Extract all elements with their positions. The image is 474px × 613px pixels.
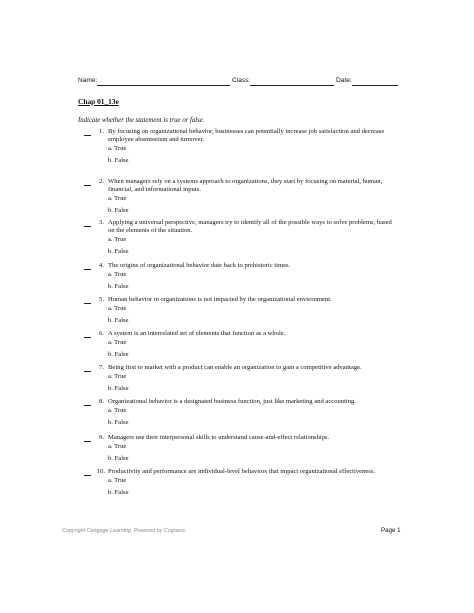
name-field-line[interactable]: [97, 85, 230, 86]
question-number: 7.: [99, 364, 104, 371]
question-text: The origins of organizational behavior date back to prehistoric times.: [108, 262, 291, 269]
chapter-title: Chap 01_13e: [78, 97, 119, 106]
option-false[interactable]: b. False: [108, 283, 129, 290]
question-text: Human behavior in organizations is not impacted by the organizational environment.: [108, 296, 332, 303]
question-number: 1.: [99, 128, 104, 135]
option-false[interactable]: b. False: [108, 489, 129, 496]
option-false[interactable]: b. False: [108, 351, 129, 358]
class-label: Class:: [232, 77, 251, 84]
option-true[interactable]: a. True: [108, 443, 127, 450]
option-true[interactable]: a. True: [108, 195, 127, 202]
option-true[interactable]: a. True: [108, 305, 127, 312]
question-number: 3.: [99, 219, 104, 226]
student-info-header: [78, 77, 398, 91]
class-field-line[interactable]: [250, 85, 334, 86]
option-false[interactable]: b. False: [108, 455, 129, 462]
option-true[interactable]: a. True: [108, 477, 127, 484]
question-number: 8.: [99, 398, 104, 405]
option-true[interactable]: a. True: [108, 236, 127, 243]
option-false[interactable]: b. False: [108, 317, 129, 324]
instructions: Indicate whether the statement is true or false.: [78, 117, 205, 124]
question-text: A system is an interrelated set of elements that function as a whole.: [108, 330, 286, 337]
option-false[interactable]: b. False: [108, 157, 129, 164]
page-number: Page 1: [381, 527, 401, 534]
question-text: Managers use their interpersonal skills to understand cause-and-effect relationships.: [108, 434, 330, 441]
question-text: Applying a universal perspective, managers try to identify all of the possible ways to solve problems, based on the elements of the situation.: [108, 219, 392, 235]
question-number: 9.: [99, 434, 104, 441]
option-true[interactable]: a. True: [108, 339, 127, 346]
question-number: 4.: [99, 262, 104, 269]
question-number: 5.: [99, 296, 104, 303]
option-false[interactable]: b. False: [108, 207, 129, 214]
question-number: 10.: [96, 468, 105, 475]
option-false[interactable]: b. False: [108, 248, 129, 255]
copyright-notice: Copyright Cengage Learning. Powered by Cognero.: [62, 528, 187, 534]
question-text: Being first to market with a product can enable an organization to gain a competitive advantage.: [108, 364, 362, 371]
option-true[interactable]: a. True: [108, 271, 127, 278]
option-true[interactable]: a. True: [108, 407, 127, 414]
question-text: When managers rely on a systems approach to organizations, they start by focusing on material, human, financial, and informational inputs.: [108, 178, 383, 194]
date-field-line[interactable]: [352, 85, 398, 86]
question-text: By focusing on organizational behavior, businesses can potentially increase job satisfaction and decrease employee absenteeism and turnover.: [108, 128, 385, 144]
question-text: Productivity and performance are individual-level behaviors that impact organizational effectiveness.: [108, 468, 376, 475]
question-text: Organizational behavior is a designated business function, just like marketing and accounting.: [108, 398, 356, 405]
name-label: Name:: [78, 77, 98, 84]
option-false[interactable]: b. False: [108, 419, 129, 426]
option-true[interactable]: a. True: [108, 373, 127, 380]
option-true[interactable]: a. True: [108, 145, 127, 152]
option-false[interactable]: b. False: [108, 385, 129, 392]
question-number: 6.: [99, 330, 104, 337]
date-label: Date:: [336, 77, 352, 84]
question-number: 2.: [99, 178, 104, 185]
